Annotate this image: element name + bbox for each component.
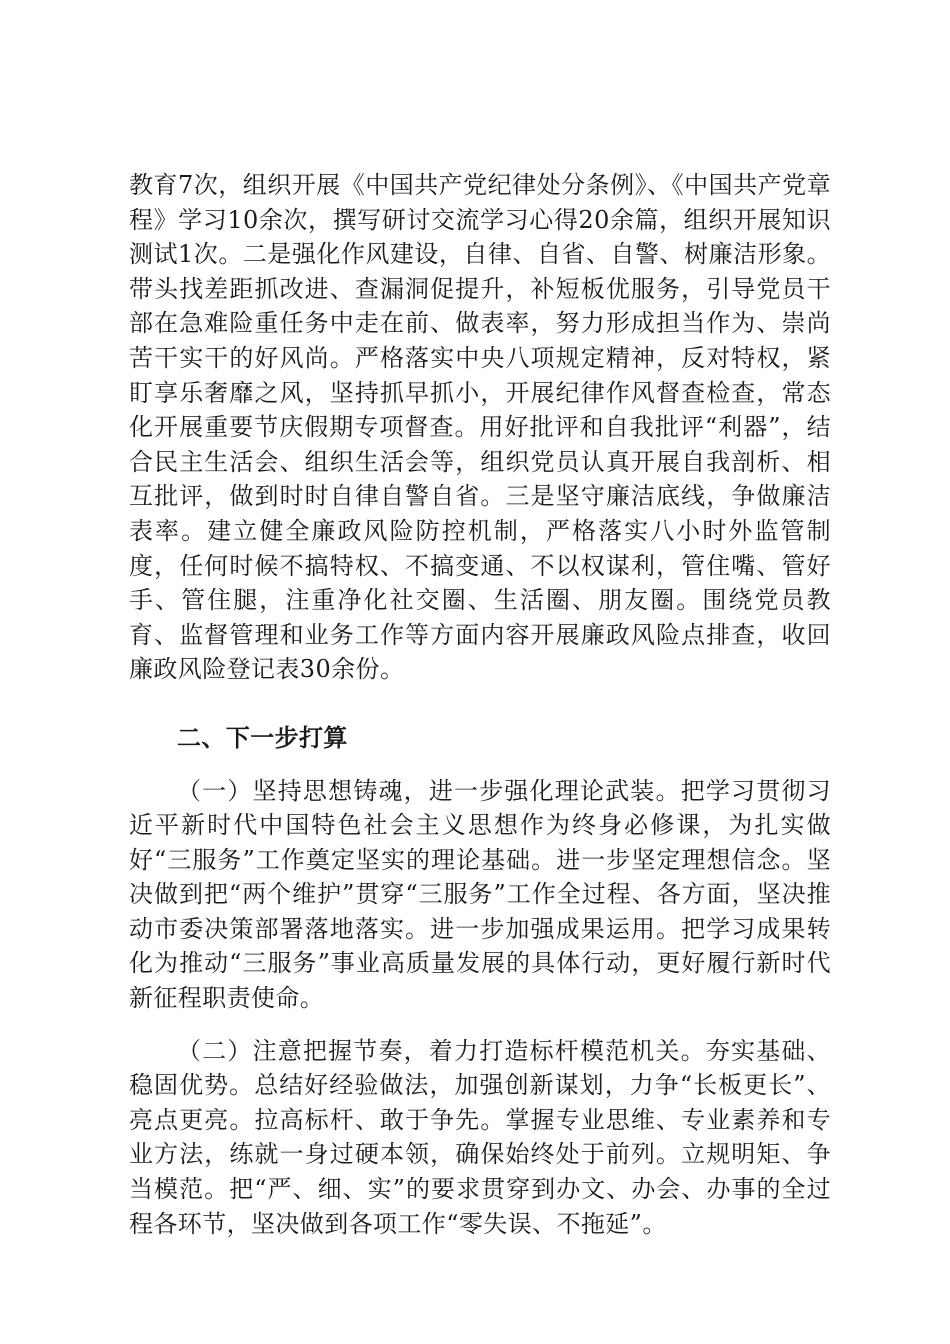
document-body: [129, 168, 831, 1241]
section-paragraph-1: （一）坚持思想铸魂，进一步强化理论武装。把学习贯彻习近平新时代中国特色社会主义思想作为终身必修课，为扎实做好“三服务”工作奠定坚实的理论基础。进一步坚定理想信念。坚决做到把“两个维护”贯穿“三服务”工作全过程、各方面，坚决推动市委决策部署落地落实。进一步加强成果运用。把学习成果转化为推动“三服务”事业高质量发展的具体行动，更好履行新时代新征程职责使命。: [129, 776, 831, 1013]
continued-paragraph: 教育7次，组织开展《中国共产党纪律处分条例》、《中国共产党章程》学习10余次，撰写研讨交流学习心得20余篇，组织开展知识测试1次。二是强化作风建设，自律、自省、自警、树廉洁形象。带头找差距抓改进、查漏洞促提升，补短板优服务，引导党员干部在急难险重任务中走在前、做表率，努力形成担当作为、崇尚苦干实干的好风尚。严格落实中央八项规定精神，反对特权，紧盯享乐奢靡之风，坚持抓早抓小，开展纪律作风督查检查，常态化开展重要节庆假期专项督查。用好批评和自我批评“利器”，结合民主生活会、组织生活会等，组织党员认真开展自我剖析、相互批评，做到时时自律自警自省。三是坚守廉洁底线，争做廉洁表率。建立健全廉政风险防控机制，严格落实八小时外监管制度，任何时候不搞特权、不搞变通、不以权谋利，管住嘴、管好手、管住腿，注重净化社交圈、生活圈、朋友圈。围绕党员教育、监督管理和业务工作等方面内容开展廉政风险点排查，收回廉政风险登记表30余份。: [129, 171, 831, 684]
section-paragraph-2: （二）注意把握节奏，着力打造标杆模范机关。夯实基础、稳固优势。总结好经验做法，加强创新谋划，力争“长板更长”、亮点更亮。拉高标杆、敢于争先。掌握专业思维、专业素养和专业方法，练就一身过硬本领，确保始终处于前列。立规明矩、争当模范。把“严、细、实”的要求贯穿到办文、办会、办事的全过程各环节，坚决做到各项工作“零失误、不拖延”。: [129, 1036, 831, 1238]
section-heading: 二、下一步打算: [177, 723, 348, 752]
